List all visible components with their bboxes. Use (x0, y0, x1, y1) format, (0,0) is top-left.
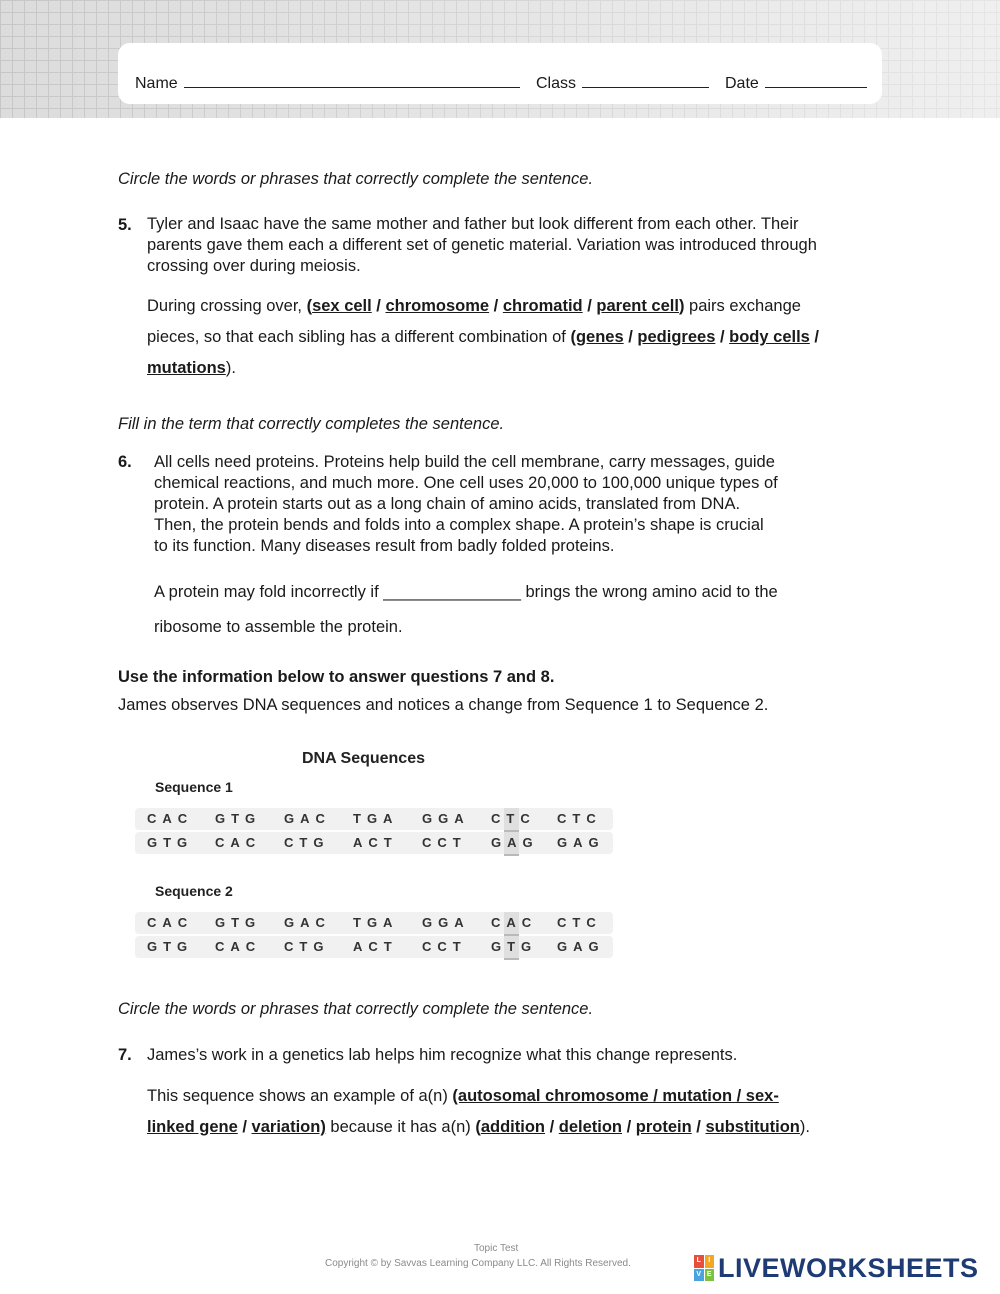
seq2-top-strand (135, 912, 613, 934)
prompt-line: protein. A protein starts out as a long chain of amino acids, translated from DNA. (154, 495, 741, 513)
logo-blocks-icon: L I V E (694, 1255, 714, 1281)
codon: CCT (422, 939, 467, 954)
class-line[interactable] (582, 74, 709, 88)
liveworksheets-logo[interactable] (694, 1253, 979, 1283)
codon: CCT (422, 835, 467, 850)
codon: CAC (215, 939, 262, 954)
option-mutations[interactable]: mutations (147, 359, 226, 377)
prompt-line: to its function. Many diseases result from badly folded proteins. (154, 537, 615, 555)
option-genes[interactable]: genes (575, 328, 624, 346)
separator: / (715, 328, 730, 346)
codon: GTG (147, 939, 194, 954)
separator: / (582, 297, 597, 315)
codon: CAC (147, 915, 194, 930)
codon: GTG (215, 915, 262, 930)
sentence-end: ). (799, 1118, 810, 1136)
sentence-text: This sequence shows an example of a(n) (147, 1087, 453, 1105)
class-field[interactable] (536, 74, 709, 93)
question-5-sentence-line-1 (147, 297, 801, 316)
sentence-text: During crossing over, (147, 297, 307, 315)
sentence-end: ). (225, 359, 236, 377)
codon: CAC (491, 915, 538, 930)
prompt-line: Then, the protein bends and folds into a complex shape. A protein’s shape is crucial (154, 516, 764, 534)
seq1-bottom-strand (135, 832, 613, 854)
codon: CTC (557, 811, 602, 826)
codon: GTG (215, 811, 262, 826)
class-label: Class (536, 75, 577, 92)
option-deletion[interactable]: deletion (558, 1118, 623, 1136)
codon: CTC (491, 811, 536, 826)
prompt-line: chemical reactions, and much more. One cell uses 20,000 to 100,000 unique types of (154, 474, 778, 492)
paren-open: ( (306, 297, 313, 315)
codon: TGA (353, 915, 399, 930)
date-field[interactable] (725, 74, 867, 93)
codon: CTG (284, 835, 330, 850)
question-5-sentence-line-2 (147, 328, 819, 347)
option-chromatid[interactable]: chromatid (502, 297, 583, 315)
prompt-line: Tyler and Isaac have the same mother and father but look different from each other. Their (147, 215, 799, 233)
prompt-line: All cells need proteins. Proteins help build the cell membrane, carry messages, guide (154, 453, 775, 471)
codon: GTG (147, 835, 194, 850)
option-pedigrees[interactable]: pedigrees (637, 328, 716, 346)
separator: / (623, 328, 638, 346)
question-5-number: 5. (118, 216, 132, 234)
option-protein[interactable]: protein (635, 1118, 692, 1136)
codon: GGA (422, 915, 470, 930)
sentence-text: pairs exchange (684, 297, 801, 315)
instruction-circle-2: Circle the words or phrases that correctly complete the sentence. (118, 1000, 594, 1018)
option-variation[interactable]: variation) (251, 1118, 326, 1136)
codon: GTG (491, 939, 538, 954)
codon: CTC (557, 915, 602, 930)
paren-close: ) (678, 297, 685, 315)
question-7-sentence-line-2 (147, 1118, 810, 1137)
section-heading: Use the information below to answer questions 7 and 8. (118, 668, 555, 686)
sentence-text: because it has a(n) (325, 1118, 476, 1136)
codon: ACT (353, 939, 398, 954)
name-field[interactable] (135, 74, 520, 93)
prompt-line: parents gave them each a different set of genetic material. Variation was introduced through (147, 236, 817, 254)
codon: GAC (284, 811, 331, 826)
date-label: Date (725, 75, 759, 92)
question-6-answer-line-2: ribosome to assemble the protein. (154, 618, 403, 636)
option-substitution[interactable]: substitution (705, 1118, 800, 1136)
instruction-fill-in: Fill in the term that correctly completes the sentence. (118, 415, 505, 433)
paren-open: ( (570, 328, 576, 346)
codon: GAG (557, 939, 605, 954)
header-card (118, 43, 882, 104)
question-7-sentence-line-1 (147, 1087, 779, 1106)
question-5-prompt (147, 214, 907, 277)
codon: GAG (557, 835, 605, 850)
codon: CTG (284, 939, 330, 954)
separator: / (544, 1118, 559, 1136)
sentence-text: pieces, so that each sibling has a different combination of (147, 328, 571, 346)
question-7-number: 7. (118, 1046, 132, 1064)
option-parent-cell[interactable]: parent cell (596, 297, 679, 315)
separator: / (489, 297, 503, 315)
question-5-sentence-line-3 (147, 359, 236, 378)
codon: GGA (422, 811, 470, 826)
instruction-circle-1: Circle the words or phrases that correctly complete the sentence. (118, 170, 594, 188)
seq2-bottom-strand (135, 936, 613, 958)
codon: CAC (215, 835, 262, 850)
prompt-line: crossing over during meiosis. (147, 257, 361, 275)
separator: / (371, 297, 386, 315)
question-7-prompt: James’s work in a genetics lab helps him recognize what this change represents. (147, 1046, 738, 1064)
option-sex-linked-gene[interactable]: linked gene (147, 1118, 238, 1136)
dna-figure-title: DNA Sequences (302, 750, 425, 767)
option-chromosome[interactable]: chromosome (385, 297, 490, 315)
options-group-1-line-1[interactable]: (autosomal chromosome / mutation / sex- (452, 1087, 779, 1105)
question-6-prompt (154, 452, 874, 557)
separator: / (809, 328, 820, 346)
codon: ACT (353, 835, 398, 850)
paren-open: ( (475, 1118, 481, 1136)
question-6-answer-line-1[interactable]: A protein may fold incorrectly if _______________ brings the wrong amino acid to the (154, 583, 778, 601)
codon: GAG (491, 835, 539, 850)
separator: / (622, 1118, 636, 1136)
option-sex-cell[interactable]: sex cell (312, 297, 372, 315)
logo-text: LIVEWORKSHEETS (718, 1252, 979, 1283)
footer-topic-test: Topic Test (474, 1243, 519, 1254)
option-addition[interactable]: addition (480, 1118, 545, 1136)
codon: TGA (353, 811, 399, 826)
option-body-cells[interactable]: body cells (729, 328, 810, 346)
footer-copyright: Copyright © by Savvas Learning Company LLC. All Rights Reserved. (325, 1258, 631, 1269)
date-line[interactable] (765, 74, 867, 88)
name-label: Name (135, 75, 178, 92)
codon: GAC (284, 915, 331, 930)
codon: CAC (147, 811, 194, 826)
sequence-1-label: Sequence 1 (155, 779, 233, 795)
question-6-number: 6. (118, 453, 132, 471)
seq1-top-strand (135, 808, 613, 830)
separator: / (237, 1118, 252, 1136)
separator: / (691, 1118, 706, 1136)
section-intro: James observes DNA sequences and notices a change from Sequence 1 to Sequence 2. (118, 696, 769, 714)
sequence-2-label: Sequence 2 (155, 883, 233, 899)
name-line[interactable] (184, 74, 520, 88)
